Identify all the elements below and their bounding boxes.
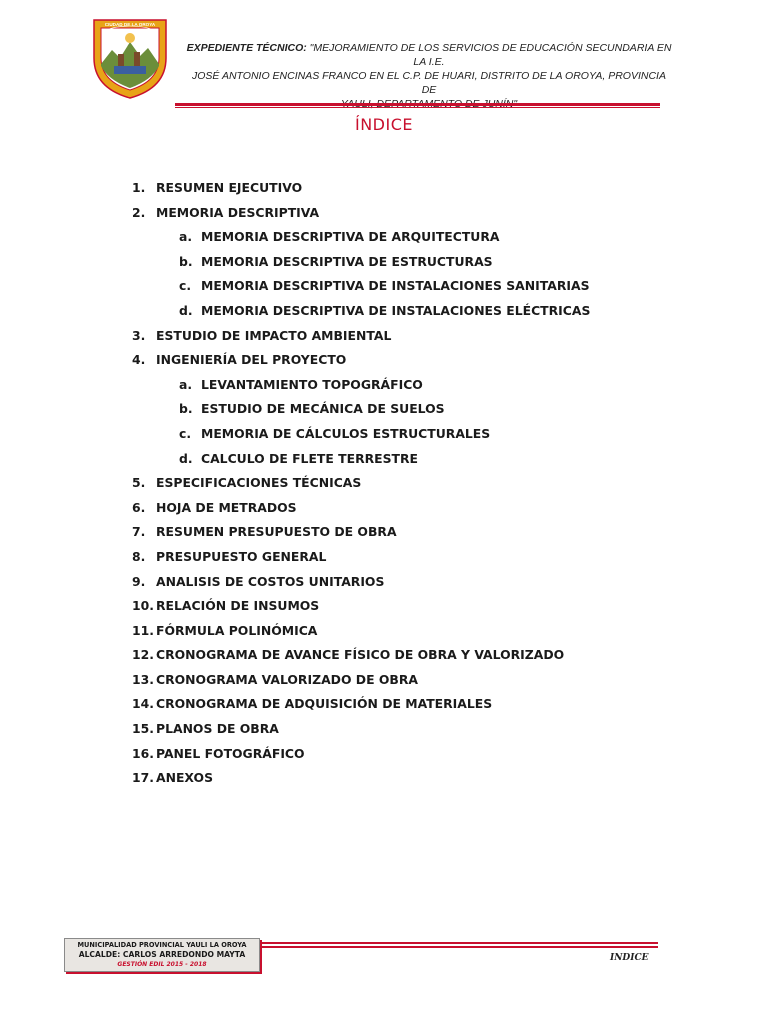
toc-item-number: 12.: [132, 647, 154, 663]
footer-term: GESTIÓN EDIL 2015 - 2018: [117, 961, 207, 968]
toc-subitem: [132, 422, 692, 447]
toc-item-number: 17.: [132, 770, 154, 786]
footer-divider-thin: [262, 946, 658, 948]
project-title-line-1: "MEJORAMIENTO DE LOS SERVICIOS DE EDUCACIÓN SECUNDARIA EN LA I.E.: [306, 42, 672, 68]
toc-item-number: 16.: [132, 745, 154, 761]
toc-item-label: HOJA DE METRADOS: [156, 499, 297, 515]
toc-item-label: MEMORIA DESCRIPTIVA: [156, 204, 320, 220]
toc-item-label: RESUMEN PRESUPUESTO DE OBRA: [156, 524, 397, 540]
toc-item-label: CRONOGRAMA VALORIZADO DE OBRA: [156, 671, 418, 687]
toc-item: [132, 692, 692, 717]
toc-item-number: d.: [179, 302, 193, 318]
toc-item-number: 15.: [132, 721, 154, 737]
toc-item-label: INGENIERÍA DEL PROYECTO: [156, 352, 347, 368]
header-divider-thin: [175, 107, 660, 108]
toc-item: [132, 594, 692, 619]
toc-item-label: ESPECIFICACIONES TÉCNICAS: [156, 475, 362, 491]
toc-item-number: 10.: [132, 598, 154, 614]
toc-item-label: RELACIÓN DE INSUMOS: [156, 598, 320, 614]
toc-item-number: 6.: [132, 499, 146, 515]
toc-item: [132, 570, 692, 595]
toc-item: [132, 496, 692, 521]
toc-item-label: LEVANTAMIENTO TOPOGRÁFICO: [201, 376, 423, 392]
toc-item-number: b.: [179, 253, 193, 269]
project-title-line-2: JOSÉ ANTONIO ENCINAS FRANCO EN EL C.P. DE HUARI, DISTRITO DE LA OROYA, PROVINCIA DE: [192, 70, 666, 96]
toc-subitem: [132, 397, 692, 422]
footer-divider: [262, 942, 658, 944]
toc-item-label: ANALISIS DE COSTOS UNITARIOS: [156, 573, 385, 589]
toc-item: [132, 176, 692, 201]
toc-item-number: a.: [179, 376, 193, 392]
toc-item-label: RESUMEN EJECUTIVO: [156, 180, 303, 195]
toc-item-number: 5.: [132, 475, 146, 491]
toc-item-number: 11.: [132, 622, 154, 638]
toc-item: [132, 668, 692, 693]
logo-top-text: CIUDAD DE LA OROYA: [104, 22, 156, 27]
municipality-coat-of-arms-logo: [90, 14, 170, 100]
toc-item-number: 7.: [132, 524, 146, 540]
header-divider: [175, 103, 660, 106]
project-label: EXPEDIENTE TÉCNICO:: [186, 42, 307, 54]
toc-item-number: 4.: [132, 352, 146, 368]
toc-item-label: FÓRMULA POLINÓMICA: [156, 622, 318, 638]
toc-item-label: MEMORIA DESCRIPTIVA DE ESTRUCTURAS: [201, 253, 493, 269]
toc-item: [132, 619, 692, 644]
toc-item-number: b.: [179, 401, 193, 417]
toc-item-label: CRONOGRAMA DE AVANCE FÍSICO DE OBRA Y VALORIZADO: [156, 647, 565, 663]
toc-item-number: c.: [179, 278, 192, 294]
toc-item-number: d.: [179, 450, 193, 466]
toc-item-label: CALCULO DE FLETE TERRESTRE: [201, 450, 418, 466]
toc-item: [132, 717, 692, 742]
toc-item-label: ANEXOS: [156, 770, 213, 786]
toc-item: [132, 766, 692, 791]
toc-item-label: ESTUDIO DE MECÁNICA DE SUELOS: [201, 401, 445, 417]
toc-item-number: 8.: [132, 548, 146, 564]
toc-item: [132, 201, 692, 226]
project-header: [185, 41, 673, 111]
toc-item: [132, 545, 692, 570]
toc-item-label: MEMORIA DESCRIPTIVA DE ARQUITECTURA: [201, 229, 500, 245]
toc-subitem: [132, 225, 692, 250]
toc-item: [132, 520, 692, 545]
page-title: ÍNDICE: [354, 115, 413, 134]
toc-item: [132, 348, 692, 373]
toc-item-label: CRONOGRAMA DE ADQUISICIÓN DE MATERIALES: [156, 696, 493, 712]
footer-section-label: INDICE: [610, 953, 649, 963]
toc-item: [132, 643, 692, 668]
toc-subitem: [132, 250, 692, 275]
toc-subitem: [132, 373, 692, 398]
municipality-footer-box: [64, 938, 260, 972]
footer-municipality: MUNICIPALIDAD PROVINCIAL YAULI LA OROYA: [77, 941, 247, 949]
toc-item-label: MEMORIA DE CÁLCULOS ESTRUCTURALES: [201, 425, 491, 441]
toc-item-number: c.: [179, 425, 192, 441]
toc-item-label: PRESUPUESTO GENERAL: [156, 548, 327, 564]
toc-item-label: ESTUDIO DE IMPACTO AMBIENTAL: [156, 327, 392, 343]
toc-item: [132, 742, 692, 767]
toc-item: [132, 471, 692, 496]
toc-item-label: PANEL FOTOGRÁFICO: [156, 745, 305, 761]
toc-item-label: MEMORIA DESCRIPTIVA DE INSTALACIONES ELÉCTRICAS: [201, 302, 591, 318]
toc-item-number: 13.: [132, 671, 154, 687]
toc-item-number: 3.: [132, 327, 146, 343]
table-of-contents: [132, 176, 692, 791]
toc-item: [132, 324, 692, 349]
toc-subitem: [132, 274, 692, 299]
toc-item-number: a.: [179, 229, 193, 245]
toc-item-number: 9.: [132, 573, 146, 589]
toc-item-label: PLANOS DE OBRA: [156, 721, 279, 737]
toc-item-number: 1.: [132, 180, 146, 195]
toc-item-number: 14.: [132, 696, 154, 712]
toc-subitem: [132, 447, 692, 472]
footer-mayor: ALCALDE: CARLOS ARREDONDO MAYTA: [78, 950, 246, 959]
toc-item-number: 2.: [132, 204, 146, 220]
toc-subitem: [132, 299, 692, 324]
toc-item-label: MEMORIA DESCRIPTIVA DE INSTALACIONES SANITARIAS: [201, 278, 590, 294]
